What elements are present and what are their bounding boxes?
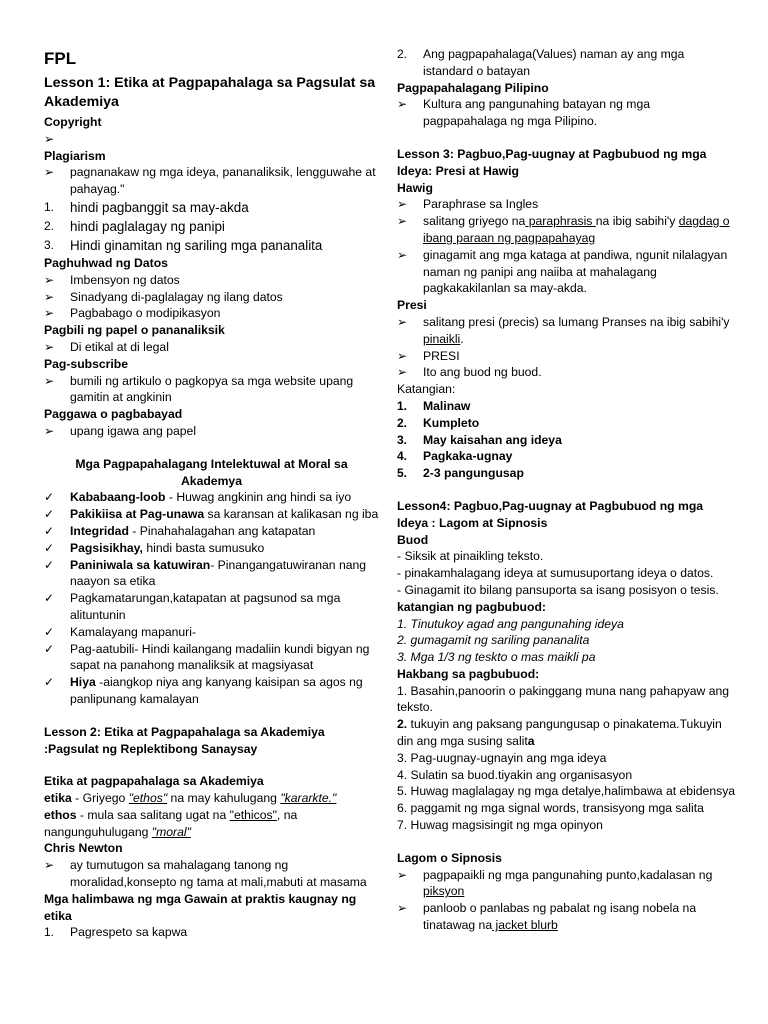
lagom-heading: Lagom o Sipnosis xyxy=(397,850,502,865)
katangian-buod-line: 3. Mga 1/3 ng teskto o mas maikli pa xyxy=(397,650,596,665)
hakbang-line: 7. Huwag magsisingit ng mga opinyon xyxy=(397,818,603,833)
check-icon: ✓ xyxy=(44,507,55,522)
list-item: ➢ Ito ang buod ng buod. xyxy=(397,365,542,380)
list-item: ➢ panloob o panlabas ng pabalat ng isang nobela na tinatawag na jacket blurb xyxy=(397,901,697,933)
list-item: ➢ ginagamit ang mga kataga at pandiwa, ngunit nilalagyan naman ng panipi ang naiiba at mahalagang pagkakakilanlan sa may-akda. xyxy=(397,247,728,296)
numbered-item: 1. Pagrespeto sa kapwa xyxy=(44,925,188,940)
arrow-bullet-icon: ➢ xyxy=(397,901,408,916)
pagbili-heading: Pagbili ng papel o pananaliksik xyxy=(44,323,225,338)
plagiarism-heading: Plagiarism xyxy=(44,148,106,163)
arrow-bullet-icon: ➢ xyxy=(44,289,55,304)
paggawa-heading: Paggawa o pagbabayad xyxy=(44,407,183,422)
list-item: ➢ pagpapaikli ng mga pangunahing punto,kadalasan ng piksyon xyxy=(397,867,713,899)
list-item: ➢ Paraphrase sa Ingles xyxy=(397,197,539,212)
check-icon: ✓ xyxy=(44,557,55,572)
pilipino-heading: Pagpapahalagang Pilipino xyxy=(397,80,549,95)
hakbang-line: 1. Basahin,panoorin o pakinggang muna nang pahapyaw ang teksto. xyxy=(397,683,730,715)
check-icon: ✓ xyxy=(44,675,55,690)
list-item: ➢ Pagbabago o modipikasyon xyxy=(44,306,221,321)
check-icon: ✓ xyxy=(44,641,55,656)
arrow-bullet-icon: ➢ xyxy=(397,97,408,112)
buod-line: - Siksik at pinaikling teksto. xyxy=(397,549,544,564)
arrow-bullet-icon: ➢ xyxy=(397,348,408,363)
check-icon: ✓ xyxy=(44,624,55,639)
arrow-bullet-icon: ➢ xyxy=(44,272,55,287)
hakbang-heading: Hakbang sa pagbubuod: xyxy=(397,666,540,681)
chris-heading: Chris Newton xyxy=(44,841,123,856)
check-item: ✓ Paniniwala sa katuwiran- Pinangangatuwiranan nang naayon sa etika xyxy=(44,557,367,589)
arrow-bullet-icon: ➢ xyxy=(44,306,55,321)
left-column xyxy=(44,48,379,941)
numbered-item: 5. 2-3 pangungusap xyxy=(397,466,524,481)
list-item: ➢ PRESI xyxy=(397,348,460,363)
list-item: ➢ pagnanakaw ng mga ideya, pananaliksik, lengguwahe at pahayag." xyxy=(44,165,376,197)
numbered-item: 2. Kumpleto xyxy=(397,415,480,430)
lesson3-heading: Lesson 3: Pagbuo,Pag-uugnay at Pagbubuod ng mga Ideya: Presi at Hawig xyxy=(397,146,707,178)
list-item: ➢ salitang presi (precis) sa lumang Pranses na ibig sabihi'y pinaikli. xyxy=(397,314,730,346)
arrow-bullet-icon: ➢ xyxy=(397,314,408,329)
arrow-bullet-icon: ➢ xyxy=(44,131,55,146)
paghuhwad-heading: Paghuhwad ng Datos xyxy=(44,255,168,270)
arrow-bullet-icon: ➢ xyxy=(397,365,408,380)
arrow-bullet-icon: ➢ xyxy=(397,867,408,882)
numbered-item: 3. May kaisahan ang ideya xyxy=(397,432,562,447)
numbered-item: 3. Hindi ginamitan ng sariling mga pananalita xyxy=(44,237,323,253)
check-item: ✓ Pagkamatarungan,katapatan at pagsunod sa mga alituntunin xyxy=(44,591,341,622)
presi-heading: Presi xyxy=(397,298,427,313)
hakbang-line: 3. Pag-uugnay-ugnayin ang mga ideya xyxy=(397,750,607,765)
etika-heading: Etika at pagpapahalaga sa Akademiya xyxy=(44,774,264,789)
hawig-heading: Hawig xyxy=(397,180,433,195)
lesson1-heading: Lesson 1: Etika at Pagpapahalaga sa Pagsulat sa Akademiya xyxy=(44,75,376,110)
hakbang-line: 2. tukuyin ang paksang pangungusap o pinakatema.Tukuyin din ang mga susing salita xyxy=(397,717,722,749)
list-item xyxy=(44,131,379,148)
katangian-buod-line: 2. gumagamit ng sariling pananalita xyxy=(397,633,590,648)
numbered-item: 1. Malinaw xyxy=(397,398,471,413)
copyright-heading: Copyright xyxy=(44,115,102,129)
buod-line: - pinakamhalagang ideya at sumusuportang ideya o datos. xyxy=(397,566,714,581)
check-item: ✓ Integridad - Pinahahalagahan ang katapatan xyxy=(44,523,316,538)
lesson4-heading: Lesson4: Pagbuo,Pag-uugnay at Pagbubuod ng mga Ideya : Lagom at Sipnosis xyxy=(397,498,704,530)
ethos-definition: ethos - mula saa salitang ugat na "ethicos", na nangunguhulugang "moral" xyxy=(44,807,298,839)
check-icon: ✓ xyxy=(44,591,55,606)
etika-definition: etika - Griyego "ethos" na may kahulugang "kararkte." xyxy=(44,791,337,806)
buod-line: - Ginagamit ito bilang pansuporta sa isang posisyon o tesis. xyxy=(397,582,719,597)
katangian-buod-heading: katangian ng pagbubuod: xyxy=(397,599,546,614)
arrow-bullet-icon: ➢ xyxy=(397,214,408,229)
values-heading: Mga Pagpapahalagang Intelektuwal at Moral sa Akademya xyxy=(75,456,348,488)
arrow-bullet-icon: ➢ xyxy=(44,373,55,388)
arrow-bullet-icon: ➢ xyxy=(44,858,55,873)
check-item: ✓ Pakikiisa at Pag-unawa sa karansan at kalikasan ng iba xyxy=(44,507,379,522)
numbered-item: 4. Pagkaka-ugnay xyxy=(397,449,513,464)
right-column xyxy=(397,46,737,934)
hakbang-line: 4. Sulatin sa buod.tiyakin ang organisasyon xyxy=(397,767,633,782)
subscribe-heading: Pag-subscribe xyxy=(44,356,128,371)
list-item: ➢ Di etikal at di legal xyxy=(44,339,169,354)
check-icon: ✓ xyxy=(44,523,55,538)
arrow-bullet-icon: ➢ xyxy=(397,247,408,262)
list-item: ➢ ay tumutugon sa mahalagang tanong ng moralidad,konsepto ng tama at mali,mabuti at masama xyxy=(44,858,367,890)
buod-heading: Buod xyxy=(397,532,429,547)
arrow-bullet-icon: ➢ xyxy=(44,339,55,354)
hakbang-line: 5. Huwag maglalagay ng mga detalye,halimbawa at ebidensya xyxy=(397,784,736,799)
list-item: ➢ Sinadyang di-paglalagay ng ilang datos xyxy=(44,289,283,304)
check-item: ✓ Hiya -aiangkop niya ang kanyang kaisipan sa agos ng panlipunang kamalayan xyxy=(44,675,363,706)
numbered-item: 1. hindi pagbanggit sa may-akda xyxy=(44,199,249,215)
check-item: ✓ Pagsisikhay, hindi basta sumusuko xyxy=(44,540,265,555)
numbered-item: 2. hindi paglalagay ng panipi xyxy=(44,218,225,234)
check-icon: ✓ xyxy=(44,540,55,555)
numbered-item: 2. Ang pagpapahalaga(Values) naman ay ang mga istandard o batayan xyxy=(397,47,685,78)
list-item: ➢ salitang griyego na paraphrasis na ibig sabihi'y dagdag o ibang paraan ng pagpapahayag xyxy=(397,214,730,245)
check-icon: ✓ xyxy=(44,490,55,505)
katangian-label: Katangian: xyxy=(397,382,456,397)
arrow-bullet-icon: ➢ xyxy=(397,197,408,212)
arrow-bullet-icon: ➢ xyxy=(44,423,55,438)
list-item: ➢ Kultura ang pangunahing batayan ng mga pagpapahalaga ng mga Pilipino. xyxy=(397,97,651,129)
list-item: ➢ Imbensyon ng datos xyxy=(44,272,180,287)
arrow-bullet-icon: ➢ xyxy=(44,165,55,180)
list-item: ➢ bumili ng artikulo o pagkopya sa mga website upang gamitin at angkinin xyxy=(44,373,354,405)
check-item: ✓ Kababaang-loob - Huwag angkinin ang hindi sa iyo xyxy=(44,490,352,505)
hakbang-line: 6. paggamit ng mga signal words, transisyong mga salita xyxy=(397,801,704,816)
list-item: ➢ upang igawa ang papel xyxy=(44,423,197,438)
check-item: ✓ Kamalayang mapanuri- xyxy=(44,624,197,639)
katangian-buod-line: 1. Tinutukoy agad ang pangunahing ideya xyxy=(397,616,624,631)
doc-title: FPL xyxy=(44,49,77,68)
lesson2-heading: Lesson 2: Etika at Pagpapahalaga sa Akademiya :Pagsulat ng Replektibong Sanaysay xyxy=(44,724,325,756)
halimbawa-heading: Mga halimbawa ng mga Gawain at praktis kaugnay ng etika xyxy=(44,891,357,923)
check-item: ✓ Pag-aatubili- Hindi kailangang madaliin kundi bigyan ng sapat na panahong manaliksik at magsiyasat xyxy=(44,641,370,673)
